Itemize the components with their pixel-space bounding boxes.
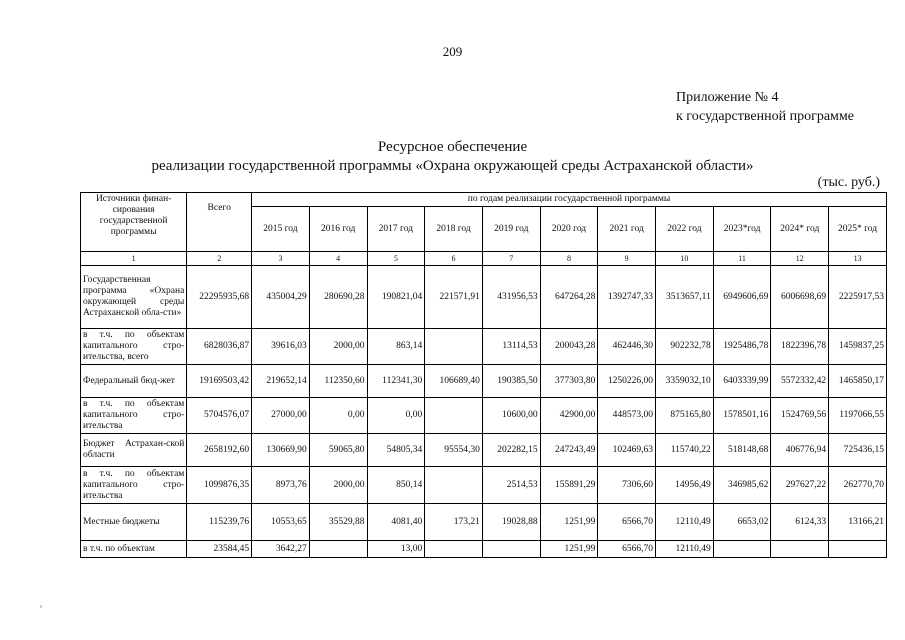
year-value-cell: 2000,00 — [309, 329, 367, 365]
total-cell: 1099876,35 — [187, 467, 252, 504]
column-number: 6 — [425, 252, 483, 266]
year-value-cell: 6566,70 — [598, 504, 656, 541]
year-value-cell — [425, 398, 483, 434]
year-value-cell: 19028,88 — [482, 504, 540, 541]
column-number: 3 — [252, 252, 310, 266]
year-value-cell: 6403339,99 — [713, 365, 771, 398]
year-value-cell: 106689,40 — [425, 365, 483, 398]
table-row — [81, 504, 887, 541]
row-label: в т.ч. по объектам — [81, 541, 187, 558]
column-number: 7 — [482, 252, 540, 266]
year-value-cell: 262770,70 — [829, 467, 887, 504]
year-value-cell: 247243,49 — [540, 434, 598, 467]
title-line-2: реализации государственной программы «Охрана окружающей среды Астраханской области» — [151, 158, 754, 174]
header-year: 2024* год — [771, 207, 829, 252]
header-year: 2019 год — [482, 207, 540, 252]
year-value-cell: 2000,00 — [309, 467, 367, 504]
title-line-1: Ресурсное обеспечение — [377, 139, 528, 155]
year-value-cell: 406776,94 — [771, 434, 829, 467]
year-value-cell: 6653,02 — [713, 504, 771, 541]
year-value-cell: 173,21 — [425, 504, 483, 541]
year-value-cell: 6006698,69 — [771, 266, 829, 329]
header-year: 2016 год — [309, 207, 367, 252]
header-year: 2022 год — [656, 207, 714, 252]
year-value-cell: 190821,04 — [367, 266, 425, 329]
page-mark — [40, 605, 42, 608]
column-number: 2 — [187, 252, 252, 266]
year-value-cell: 95554,30 — [425, 434, 483, 467]
year-value-cell: 59065,80 — [309, 434, 367, 467]
column-number: 12 — [771, 252, 829, 266]
year-value-cell: 1465850,17 — [829, 365, 887, 398]
year-value-cell: 14956,49 — [656, 467, 714, 504]
year-value-cell: 35529,88 — [309, 504, 367, 541]
year-value-cell: 54805,34 — [367, 434, 425, 467]
year-value-cell: 202282,15 — [482, 434, 540, 467]
year-value-cell: 3359032,10 — [656, 365, 714, 398]
resource-table — [80, 192, 887, 558]
column-number: 11 — [713, 252, 771, 266]
total-cell: 19169503,42 — [187, 365, 252, 398]
row-label: Федеральный бюд-жет — [81, 365, 187, 398]
year-value-cell: 13,00 — [367, 541, 425, 558]
year-value-cell: 1578501,16 — [713, 398, 771, 434]
appendix-line-2: к государственной программе — [676, 109, 854, 124]
year-value-cell: 647264,28 — [540, 266, 598, 329]
year-value-cell: 431956,53 — [482, 266, 540, 329]
table-row — [81, 434, 887, 467]
column-number: 9 — [598, 252, 656, 266]
year-value-cell: 725436,15 — [829, 434, 887, 467]
year-value-cell: 13114,53 — [482, 329, 540, 365]
total-cell: 6828036,87 — [187, 329, 252, 365]
year-value-cell: 102469,63 — [598, 434, 656, 467]
header-year: 2023*год — [713, 207, 771, 252]
column-number: 5 — [367, 252, 425, 266]
document-title — [0, 138, 905, 176]
year-value-cell: 2514,53 — [482, 467, 540, 504]
year-value-cell: 8973,76 — [252, 467, 310, 504]
year-value-cell: 1459837,25 — [829, 329, 887, 365]
year-value-cell — [425, 329, 483, 365]
year-value-cell: 863,14 — [367, 329, 425, 365]
column-number-row — [81, 252, 887, 266]
year-value-cell: 1392747,33 — [598, 266, 656, 329]
row-label: Бюджет Астрахан-ской области — [81, 434, 187, 467]
year-value-cell: 902232,78 — [656, 329, 714, 365]
year-value-cell: 190385,50 — [482, 365, 540, 398]
year-value-cell: 1197066,55 — [829, 398, 887, 434]
year-value-cell: 346985,62 — [713, 467, 771, 504]
year-value-cell: 6949606,69 — [713, 266, 771, 329]
units-label: (тыс. руб.) — [817, 175, 880, 190]
year-value-cell: 462446,30 — [598, 329, 656, 365]
total-cell: 2658192,60 — [187, 434, 252, 467]
year-value-cell: 0,00 — [367, 398, 425, 434]
year-value-cell: 10600,00 — [482, 398, 540, 434]
year-value-cell: 297627,22 — [771, 467, 829, 504]
row-label: в т.ч. по объектам капитального стро-ительства — [81, 467, 187, 504]
year-value-cell — [482, 541, 540, 558]
year-value-cell: 27000,00 — [252, 398, 310, 434]
year-value-cell — [771, 541, 829, 558]
table-row — [81, 329, 887, 365]
year-value-cell — [309, 541, 367, 558]
year-value-cell: 7306,60 — [598, 467, 656, 504]
year-value-cell: 435004,29 — [252, 266, 310, 329]
row-label: в т.ч. по объектам капитального стро-ительства, всего — [81, 329, 187, 365]
year-value-cell: 875165,80 — [656, 398, 714, 434]
header-by-years: по годам реализации государственной программы — [252, 193, 887, 207]
year-value-cell: 13166,21 — [829, 504, 887, 541]
year-value-cell: 377303,80 — [540, 365, 598, 398]
year-value-cell: 219652,14 — [252, 365, 310, 398]
total-cell: 23584,45 — [187, 541, 252, 558]
year-value-cell — [425, 541, 483, 558]
year-value-cell: 3642,27 — [252, 541, 310, 558]
total-cell: 5704576,07 — [187, 398, 252, 434]
header-year: 2020 год — [540, 207, 598, 252]
column-number: 4 — [309, 252, 367, 266]
year-value-cell: 10553,65 — [252, 504, 310, 541]
year-value-cell — [713, 541, 771, 558]
year-value-cell: 518148,68 — [713, 434, 771, 467]
header-row-1 — [81, 193, 887, 207]
year-value-cell: 280690,28 — [309, 266, 367, 329]
year-value-cell: 112350,60 — [309, 365, 367, 398]
year-value-cell: 115740,22 — [656, 434, 714, 467]
header-year: 2021 год — [598, 207, 656, 252]
table-row — [81, 266, 887, 329]
appendix-line-1: Приложение № 4 — [676, 90, 779, 105]
year-value-cell: 1251,99 — [540, 541, 598, 558]
year-value-cell: 39616,03 — [252, 329, 310, 365]
year-value-cell: 12110,49 — [656, 541, 714, 558]
column-number: 10 — [656, 252, 714, 266]
year-value-cell — [829, 541, 887, 558]
table-body — [81, 266, 887, 558]
table-row — [81, 541, 887, 558]
year-value-cell: 1925486,78 — [713, 329, 771, 365]
year-value-cell: 112341,30 — [367, 365, 425, 398]
year-value-cell: 221571,91 — [425, 266, 483, 329]
appendix-note — [676, 88, 896, 126]
header-year: 2025* год — [829, 207, 887, 252]
year-value-cell: 130669,90 — [252, 434, 310, 467]
header-year: 2017 год — [367, 207, 425, 252]
year-value-cell: 5572332,42 — [771, 365, 829, 398]
year-value-cell — [425, 467, 483, 504]
year-value-cell: 6566,70 — [598, 541, 656, 558]
year-value-cell: 6124,33 — [771, 504, 829, 541]
year-value-cell: 4081,40 — [367, 504, 425, 541]
column-number: 8 — [540, 252, 598, 266]
year-value-cell: 3513657,11 — [656, 266, 714, 329]
header-source: Источники финан-сирования государственной программы — [81, 193, 187, 252]
table-row — [81, 467, 887, 504]
year-value-cell: 155891,29 — [540, 467, 598, 504]
table-row — [81, 365, 887, 398]
page-number: 209 — [442, 44, 463, 59]
year-value-cell: 850,14 — [367, 467, 425, 504]
header-total: Всего — [187, 193, 252, 252]
year-value-cell: 12110,49 — [656, 504, 714, 541]
year-value-cell: 200043,28 — [540, 329, 598, 365]
row-label: в т.ч. по объектам капитального стро-ительства — [81, 398, 187, 434]
year-value-cell: 2225917,53 — [829, 266, 887, 329]
header-year: 2018 год — [425, 207, 483, 252]
year-value-cell: 1251,99 — [540, 504, 598, 541]
row-label: Государственная программа «Охрана окружающей среды Астраханской обла-сти» — [81, 266, 187, 329]
year-value-cell: 448573,00 — [598, 398, 656, 434]
year-value-cell: 0,00 — [309, 398, 367, 434]
year-value-cell: 1822396,78 — [771, 329, 829, 365]
total-cell: 115239,76 — [187, 504, 252, 541]
table-row — [81, 398, 887, 434]
year-value-cell: 1524769,56 — [771, 398, 829, 434]
row-label: Местные бюджеты — [81, 504, 187, 541]
year-value-cell: 42900,00 — [540, 398, 598, 434]
column-number: 13 — [829, 252, 887, 266]
header-year: 2015 год — [252, 207, 310, 252]
column-number: 1 — [81, 252, 187, 266]
year-value-cell: 1250226,00 — [598, 365, 656, 398]
total-cell: 22295935,68 — [187, 266, 252, 329]
